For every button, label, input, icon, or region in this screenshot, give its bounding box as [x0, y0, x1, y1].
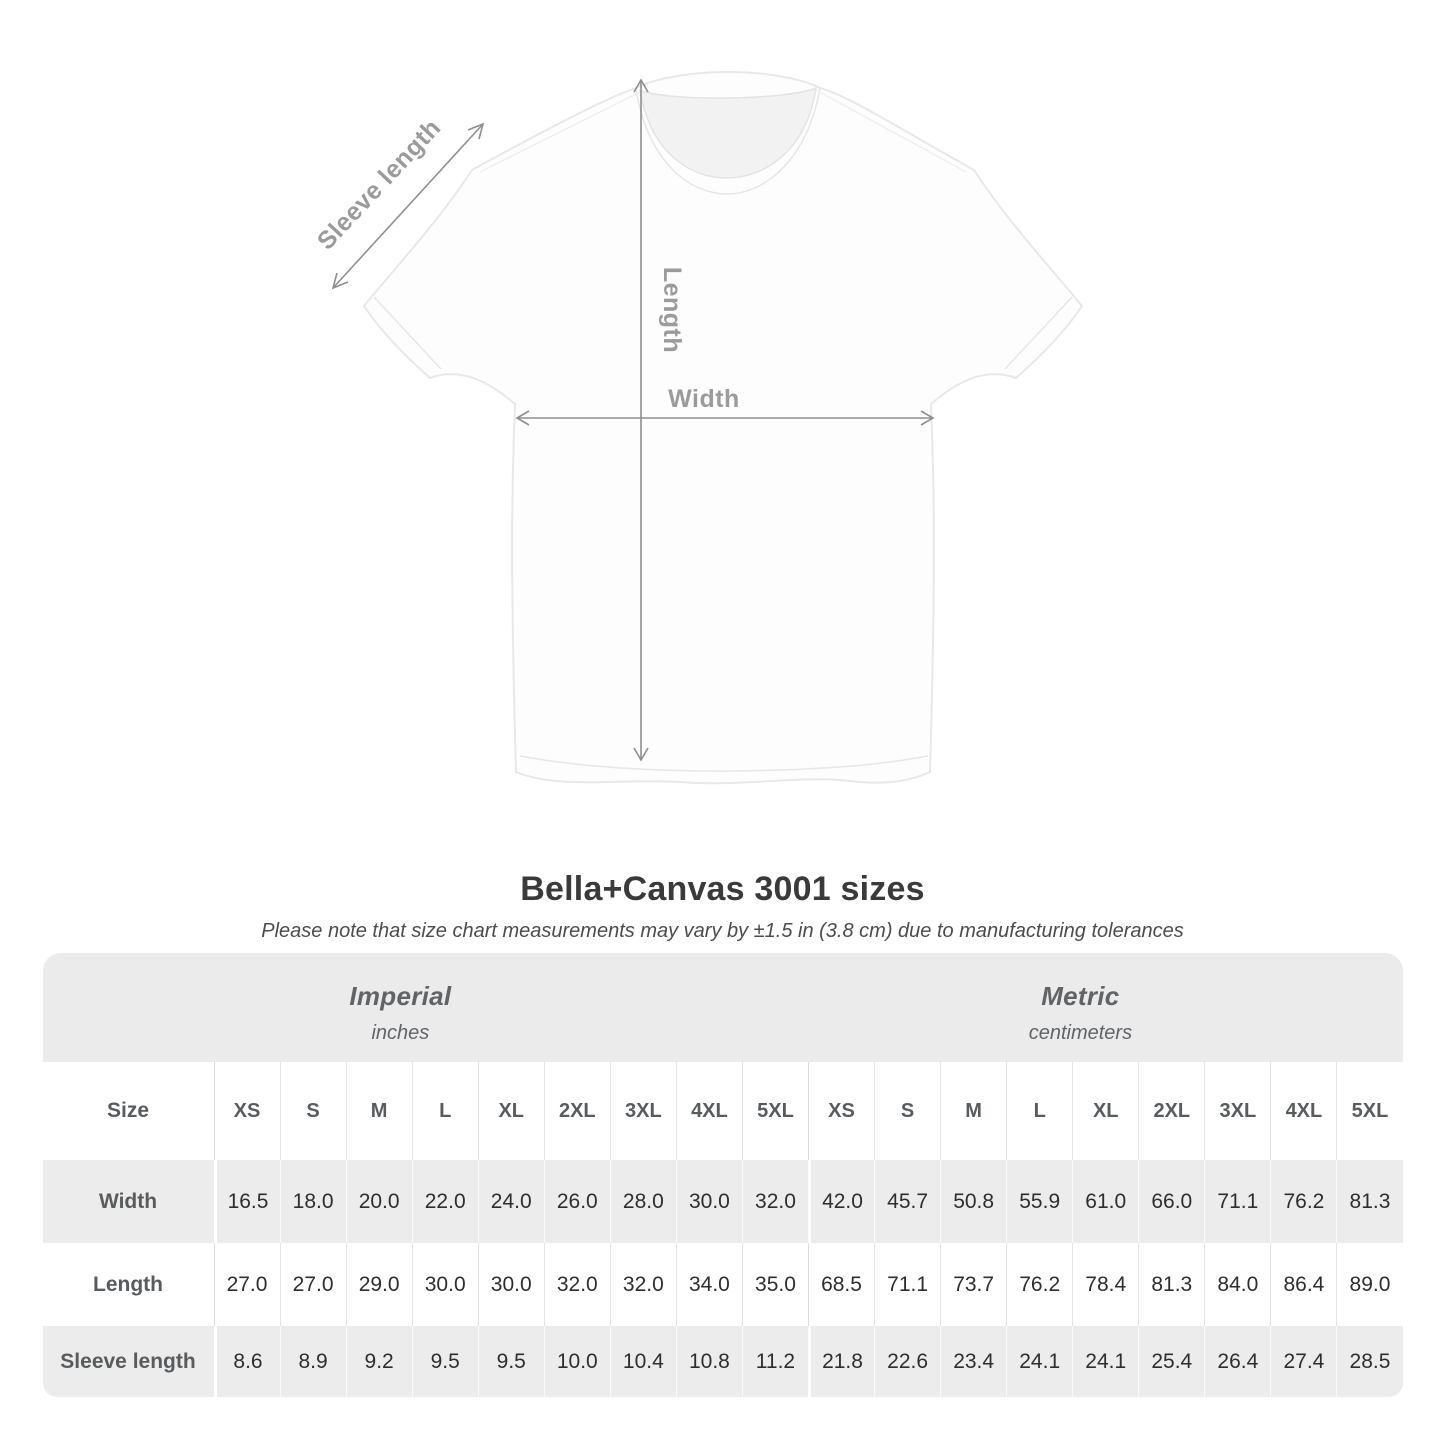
- size-header-l: L: [412, 1062, 478, 1160]
- page-title: Bella+Canvas 3001 sizes: [520, 870, 925, 908]
- value-cell: 32.0: [742, 1160, 808, 1243]
- value-cell: 8.9: [280, 1326, 346, 1397]
- value-cell: 55.9: [1006, 1160, 1072, 1243]
- size-header-xl: XL: [1072, 1062, 1138, 1160]
- row-label: Length: [93, 1272, 163, 1296]
- size-header-row: [43, 1062, 1403, 1160]
- tolerance-note: Please note that size chart measurements may vary by ±1.5 in (3.8 cm) due to manufacturing tolerances: [261, 920, 1184, 942]
- value-cell: 10.8: [676, 1326, 742, 1397]
- value-cell: 27.4: [1270, 1326, 1336, 1397]
- value-cell: 66.0: [1138, 1160, 1204, 1243]
- value-cell: 89.0: [1336, 1243, 1402, 1326]
- size-header-3xl: 3XL: [610, 1062, 676, 1160]
- unit-group-name: Metric: [1041, 981, 1120, 1011]
- value-cell: 26.0: [544, 1160, 610, 1243]
- measurement-row-length: [43, 1243, 1403, 1326]
- value-cell: 76.2: [1006, 1243, 1072, 1326]
- value-cell: 9.5: [412, 1326, 478, 1397]
- value-cell: 61.0: [1072, 1160, 1138, 1243]
- value-cell: 81.3: [1336, 1160, 1402, 1243]
- tshirt-illustration: [364, 72, 1082, 783]
- size-chart-table: [43, 953, 1403, 1397]
- size-header-4xl: 4XL: [676, 1062, 742, 1160]
- size-header-s: S: [874, 1062, 940, 1160]
- unit-group-metric: [758, 953, 1402, 1062]
- value-cell: 50.8: [940, 1160, 1006, 1243]
- value-cell: 22.6: [874, 1326, 940, 1397]
- size-header-xs: XS: [214, 1062, 280, 1160]
- value-cell: 23.4: [940, 1326, 1006, 1397]
- size-header-l: L: [1006, 1062, 1072, 1160]
- measurement-row-sleeve-length: [43, 1326, 1403, 1397]
- value-cell: 78.4: [1072, 1243, 1138, 1326]
- unit-group-unit: centimeters: [1028, 1022, 1133, 1044]
- value-cell: 25.4: [1138, 1326, 1204, 1397]
- length-label: Length: [658, 266, 686, 354]
- size-header-4xl: 4XL: [1270, 1062, 1336, 1160]
- value-cell: 30.0: [676, 1160, 742, 1243]
- value-cell: 20.0: [346, 1160, 412, 1243]
- value-cell: 86.4: [1270, 1243, 1336, 1326]
- value-cell: 34.0: [676, 1243, 742, 1326]
- value-cell: 24.0: [478, 1160, 544, 1243]
- size-header-m: M: [346, 1062, 412, 1160]
- value-cell: 27.0: [214, 1243, 280, 1326]
- value-cell: 22.0: [412, 1160, 478, 1243]
- unit-group-imperial: [43, 953, 759, 1062]
- row-label: Width: [98, 1189, 158, 1213]
- sleeve-length-label: Sleeve length: [311, 113, 447, 256]
- value-cell: 29.0: [346, 1243, 412, 1326]
- value-cell: 35.0: [742, 1243, 808, 1326]
- size-header-2xl: 2XL: [1138, 1062, 1204, 1160]
- row-label: Sleeve length: [60, 1349, 196, 1373]
- size-header-s: S: [280, 1062, 346, 1160]
- value-cell: 45.7: [874, 1160, 940, 1243]
- value-cell: 42.0: [808, 1160, 874, 1243]
- value-cell: 9.2: [346, 1326, 412, 1397]
- size-header-xl: XL: [478, 1062, 544, 1160]
- value-cell: 73.7: [940, 1243, 1006, 1326]
- value-cell: 24.1: [1006, 1326, 1072, 1397]
- value-cell: 16.5: [214, 1160, 280, 1243]
- value-cell: 68.5: [808, 1243, 874, 1326]
- value-cell: 81.3: [1138, 1243, 1204, 1326]
- value-cell: 8.6: [214, 1326, 280, 1397]
- value-cell: 27.0: [280, 1243, 346, 1326]
- units-header-row: [43, 953, 1403, 1062]
- size-header-3xl: 3XL: [1204, 1062, 1270, 1160]
- size-header-xs: XS: [808, 1062, 874, 1160]
- value-cell: 32.0: [544, 1243, 610, 1326]
- value-cell: 9.5: [478, 1326, 544, 1397]
- value-cell: 24.1: [1072, 1326, 1138, 1397]
- value-cell: 76.2: [1270, 1160, 1336, 1243]
- value-cell: 30.0: [478, 1243, 544, 1326]
- size-header-2xl: 2XL: [544, 1062, 610, 1160]
- size-header-5xl: 5XL: [1336, 1062, 1402, 1160]
- value-cell: 26.4: [1204, 1326, 1270, 1397]
- value-cell: 28.5: [1336, 1326, 1402, 1397]
- value-cell: 21.8: [808, 1326, 874, 1397]
- value-cell: 11.2: [742, 1326, 808, 1397]
- size-header-5xl: 5XL: [742, 1062, 808, 1160]
- value-cell: 28.0: [610, 1160, 676, 1243]
- value-cell: 30.0: [412, 1243, 478, 1326]
- value-cell: 18.0: [280, 1160, 346, 1243]
- width-label: Width: [668, 385, 740, 413]
- unit-group-unit: inches: [371, 1022, 430, 1044]
- measurement-row-width: [43, 1160, 1403, 1243]
- value-cell: 10.4: [610, 1326, 676, 1397]
- size-column-header: Size: [106, 1099, 150, 1122]
- value-cell: 71.1: [874, 1243, 940, 1326]
- value-cell: 10.0: [544, 1326, 610, 1397]
- value-cell: 71.1: [1204, 1160, 1270, 1243]
- value-cell: 84.0: [1204, 1243, 1270, 1326]
- value-cell: 32.0: [610, 1243, 676, 1326]
- size-header-m: M: [940, 1062, 1006, 1160]
- unit-group-name: Imperial: [349, 981, 452, 1011]
